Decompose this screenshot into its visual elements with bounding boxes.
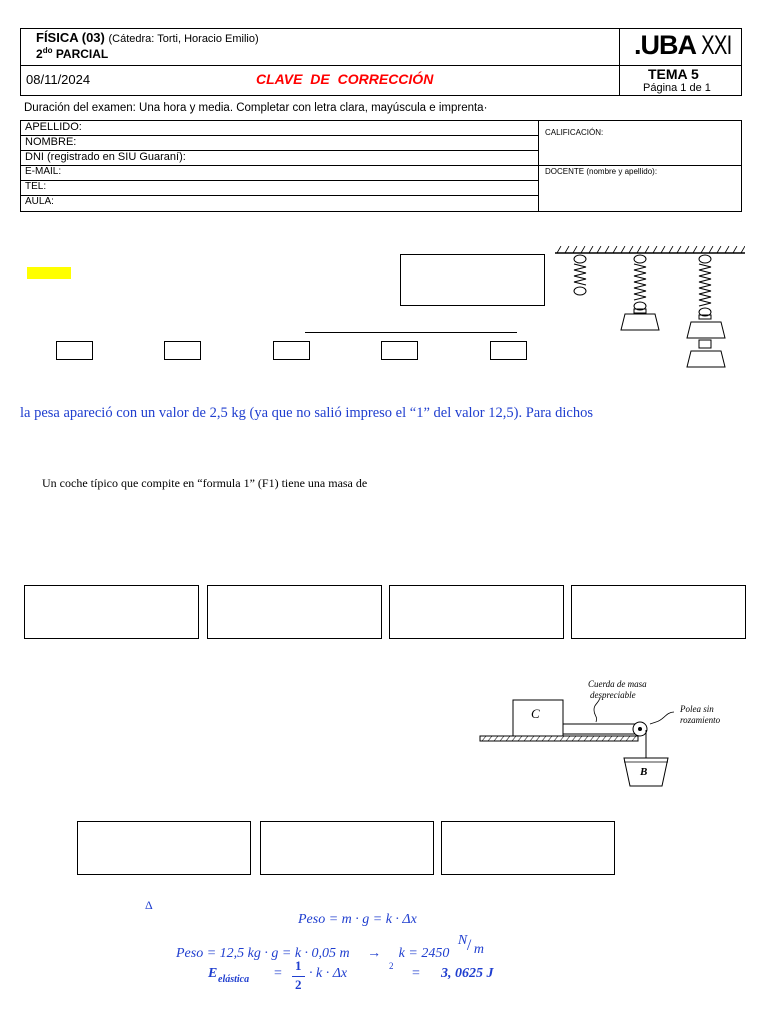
field-calificacion[interactable] — [538, 120, 742, 165]
field-label: DNI (registrado en SIU Guaraní): — [25, 151, 186, 163]
field-label: APELLIDO: — [25, 121, 82, 133]
answer-box-2[interactable] — [207, 585, 382, 639]
exam-name: $2^{do}$ PARCIAL — [36, 46, 109, 61]
answer-box-6[interactable] — [260, 821, 434, 875]
instructions: Duración del examen: Una hora y media. Completar con letra clara, mayúscula e imprenta· — [24, 102, 488, 114]
header-divider — [619, 28, 620, 96]
option-box-d[interactable] — [381, 341, 418, 360]
highlight-mark — [27, 267, 71, 279]
unit-slash: / — [466, 937, 472, 954]
equation-spring-constant: Peso = 12,5 kg · g = k · 0,05 m → k = 2450 N / m — [176, 933, 484, 961]
course-title: FÍSICA (03) (Cátedra: Torti, Horacio Emilio) — [36, 30, 259, 45]
springs-diagram — [555, 246, 745, 370]
answer-box[interactable] — [400, 254, 545, 306]
answer-text-pesa: la pesa apareció con un valor de 2,5 kg (ya que no salió impreso el “1” del valor 12,5). Para dichos — [20, 405, 593, 421]
option-box-a[interactable] — [56, 341, 93, 360]
page-number: Página 1 de 1 — [643, 82, 711, 94]
label-rope-line2: despreciable — [590, 690, 636, 700]
answer-box-7[interactable] — [441, 821, 615, 875]
field-docente[interactable] — [538, 165, 742, 212]
answer-box-1[interactable] — [24, 585, 199, 639]
exam-date: 08/11/2024 — [26, 72, 91, 87]
option-box-e[interactable] — [490, 341, 527, 360]
field-label: TEL: — [25, 181, 47, 192]
answer-box-4[interactable] — [571, 585, 746, 639]
option-box-b[interactable] — [164, 341, 201, 360]
label-block-c: C — [531, 706, 540, 721]
label-block-b: B — [640, 766, 648, 778]
delta-symbol: Δ — [145, 898, 153, 912]
label-rope-line1: Cuerda de masa — [588, 679, 647, 689]
field-aula[interactable] — [20, 195, 538, 212]
field-tel[interactable] — [20, 180, 538, 195]
field-email[interactable] — [20, 165, 538, 180]
chair-name: (Cátedra: Torti, Horacio Emilio) — [108, 33, 259, 45]
answer-key-title: CLAVE DE CORRECCIÓN — [256, 71, 434, 87]
calificacion-label: CALIFICACIÓN: — [545, 128, 604, 137]
answer-box-5[interactable] — [77, 821, 251, 875]
answer-box-3[interactable] — [389, 585, 564, 639]
field-label: E-MAIL: — [25, 166, 62, 177]
docente-label: DOCENTE (nombre y apellido): — [545, 167, 658, 176]
field-dni[interactable] — [20, 150, 538, 165]
underline-blank — [305, 332, 517, 333]
label-pulley-line2: rozamiento — [680, 715, 721, 725]
equation-elastic-energy: E elástica = 1 2 · k · Δx 2 = 3, 0625 J — [208, 958, 494, 992]
header-row-divider — [20, 65, 742, 66]
option-box-c[interactable] — [273, 341, 310, 360]
field-nombre[interactable] — [20, 135, 538, 150]
label-pulley-line1: Polea sin — [680, 704, 714, 714]
problem-text-f1: Un coche típico que compite en “formula 1” (F1) tiene una masa de — [42, 476, 368, 490]
unit-n-over-m: N / m — [457, 933, 484, 957]
equation-weight: Peso = m · g = k · Δx — [298, 912, 417, 927]
field-apellido[interactable] — [20, 120, 538, 135]
tema-label: TEMA 5 — [648, 66, 699, 82]
field-label: AULA: — [25, 196, 54, 207]
field-label: NOMBRE: — [25, 136, 77, 148]
uba-logo: .UBA XXI — [634, 30, 732, 60]
